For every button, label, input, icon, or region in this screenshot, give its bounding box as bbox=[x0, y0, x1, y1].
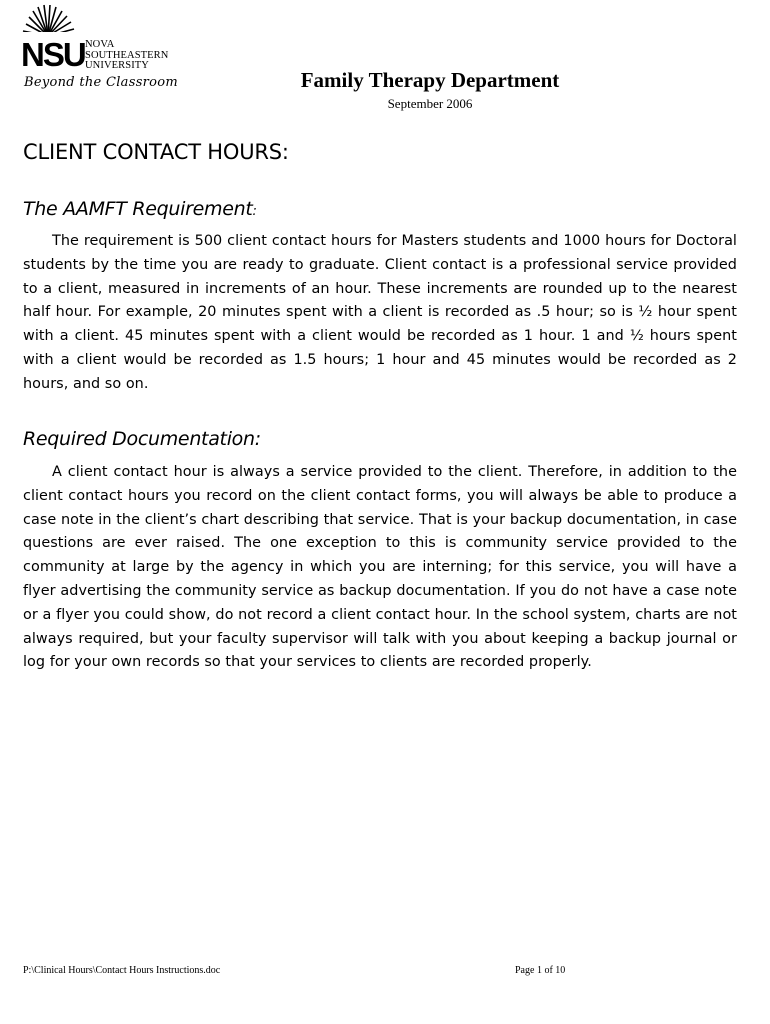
section-heading bbox=[23, 198, 257, 220]
section-heading-text: The AAMFT Requirement bbox=[23, 198, 253, 220]
section-heading-suffix: : bbox=[252, 204, 257, 219]
logo-name-line: SOUTHEASTERN bbox=[85, 49, 169, 61]
nsu-logo bbox=[20, 4, 190, 96]
logo-name-line: NOVA bbox=[85, 39, 115, 50]
section-body: The requirement is 500 client contact hours for Masters students and 1000 hours for Doctoral students by the time you are ready to graduate. Client contact is a professional service provided to a client, measured in increments of an hour. These increments are rounded up to the nearest half hour. For example, 20 minutes spent with a client is recorded as .5 hour; so is ½ hour spent with a client. 45 minutes spent with a client would be recorded as 1 hour. 1 and ½ hours spent with a client would be recorded as 1.5 hours; 1 hour and 45 minutes would be recorded as 2 hours, and so on. bbox=[23, 233, 737, 392]
department-title: Family Therapy Department bbox=[300, 68, 560, 92]
logo-university-name bbox=[85, 40, 168, 72]
logo-abbreviation: NSU bbox=[21, 36, 85, 73]
section-heading bbox=[23, 428, 261, 450]
logo-name-line: UNIVERSITY bbox=[85, 60, 149, 71]
section-heading-text: Required Documentation: bbox=[23, 428, 261, 450]
document-date: September 2006 bbox=[387, 96, 473, 111]
section-body: A client contact hour is always a service provided to the client. Therefore, in addition to the client contact hours you record on the client contact forms, you will always be able to produce a case note in the client’s chart describing that service. That is your backup documentation, in case questions are ever raised. The one exception to this is community service provided to the community at large by the agency in which you are interning; for this service, you will have a flyer advertising the community service as backup documentation. If you do not have a case note or a flyer you could show, do not record a client contact hour. In the school system, charts are not always required, but your faculty supervisor will talk with you about keeping a backup journal or log for your own records so that your services to clients are recorded properly. bbox=[23, 464, 737, 671]
page-title: CLIENT CONTACT HOURS: bbox=[23, 140, 289, 164]
logo-tagline: Beyond the Classroom bbox=[24, 75, 179, 90]
footer-page-number: Page 1 of 10 bbox=[515, 965, 566, 976]
footer-file-path: P:\Clinical Hours\Contact Hours Instructions.doc bbox=[23, 965, 221, 976]
